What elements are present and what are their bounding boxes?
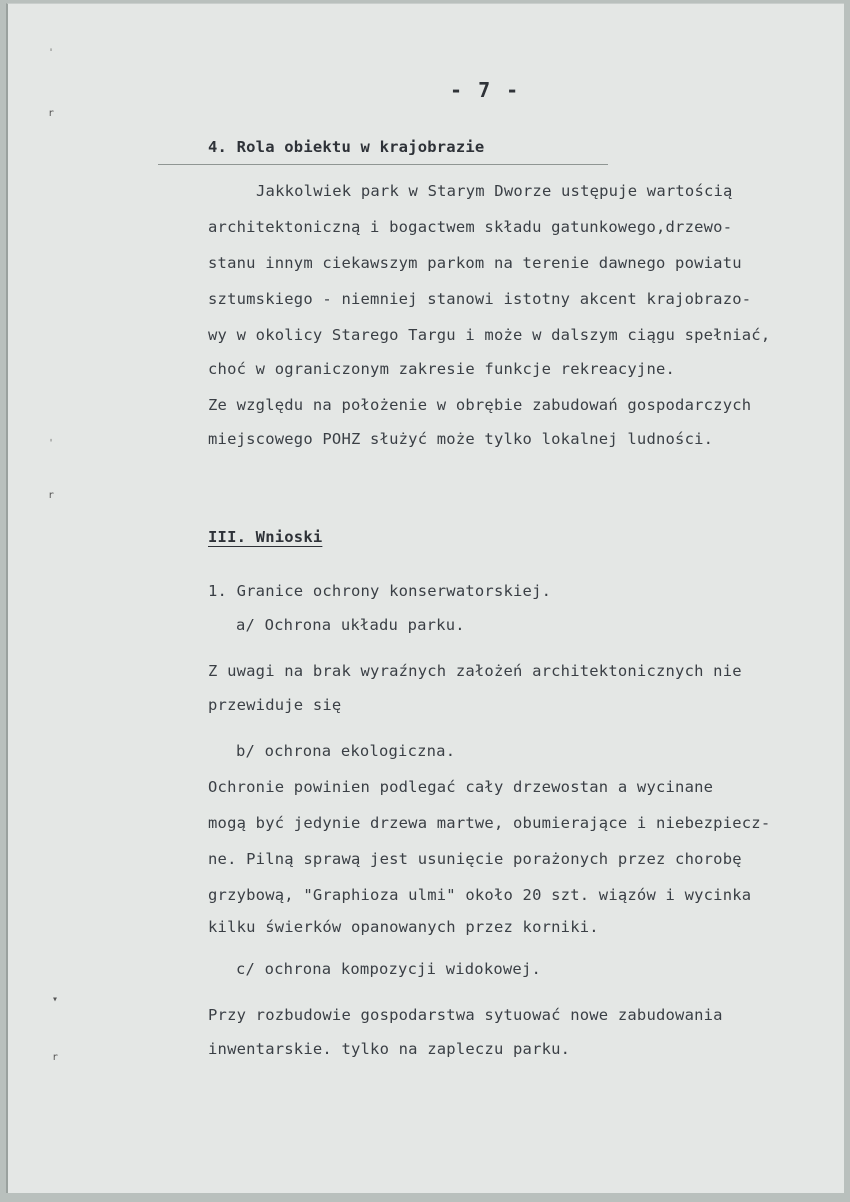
- margin-mark: r: [48, 108, 55, 119]
- subsection-c-line: inwentarskie. tylko na zapleczu parku.: [208, 1040, 571, 1058]
- section-4-line: choć w ograniczonym zakresie funkcje rekreacyjne.: [208, 360, 676, 378]
- subsection-b-line: grzybową, "Graphioza ulmi" około 20 szt. wiązów i wycinka: [208, 886, 752, 904]
- margin-mark: ˈ: [48, 48, 55, 59]
- section-4-line: Jakkolwiek park w Starym Dworze ustępuje wartością: [256, 182, 733, 200]
- section-4-line: miejscowego POHZ służyć może tylko lokalnej ludności.: [208, 430, 714, 448]
- subsection-a-line: Z uwagi na brak wyraźnych założeń architektonicznych nie: [208, 662, 742, 680]
- margin-mark: r: [52, 1052, 59, 1063]
- section-4-line: architektoniczną i bogactwem składu gatunkowego,drzewo-: [208, 218, 733, 236]
- section-4-line: Ze względu na położenie w obrębie zabudowań gospodarczych: [208, 396, 752, 414]
- section-4-heading: 4. Rola obiektu w krajobrazie: [208, 138, 485, 156]
- heading-rule: [158, 164, 608, 165]
- subsection-c-line: Przy rozbudowie gospodarstwa sytuować nowe zabudowania: [208, 1006, 723, 1024]
- subsection-b-line: kilku świerków opanowanych przez korniki.: [208, 918, 599, 936]
- margin-mark: ˌ: [48, 432, 55, 443]
- margin-mark: r: [48, 490, 55, 501]
- page-number: - 7 -: [450, 78, 521, 102]
- document-page: [6, 3, 844, 1193]
- subsection-b-heading: b/ ochrona ekologiczna.: [236, 742, 456, 760]
- subsection-a-heading: a/ Ochrona układu parku.: [236, 616, 465, 634]
- section-4-line: wy w okolicy Starego Targu i może w dalszym ciągu spełniać,: [208, 326, 771, 344]
- item-1: 1. Granice ochrony konserwatorskiej.: [208, 582, 552, 600]
- subsection-b-line: mogą być jedynie drzewa martwe, obumierające i niebezpiecz-: [208, 814, 771, 832]
- subsection-b-line: ne. Pilną sprawą jest usunięcie porażonych przez chorobę: [208, 850, 742, 868]
- section-4-line: sztumskiego - niemniej stanowi istotny akcent krajobrazo-: [208, 290, 752, 308]
- section-3-heading: III. Wnioski: [208, 528, 323, 546]
- section-4-line: stanu innym ciekawszym parkom na terenie dawnego powiatu: [208, 254, 742, 272]
- subsection-b-line: Ochronie powinien podlegać cały drzewostan a wycinane: [208, 778, 714, 796]
- subsection-a-line: przewiduje się: [208, 696, 342, 714]
- subsection-c-heading: c/ ochrona kompozycji widokowej.: [236, 960, 542, 978]
- margin-mark: ▾: [52, 994, 59, 1005]
